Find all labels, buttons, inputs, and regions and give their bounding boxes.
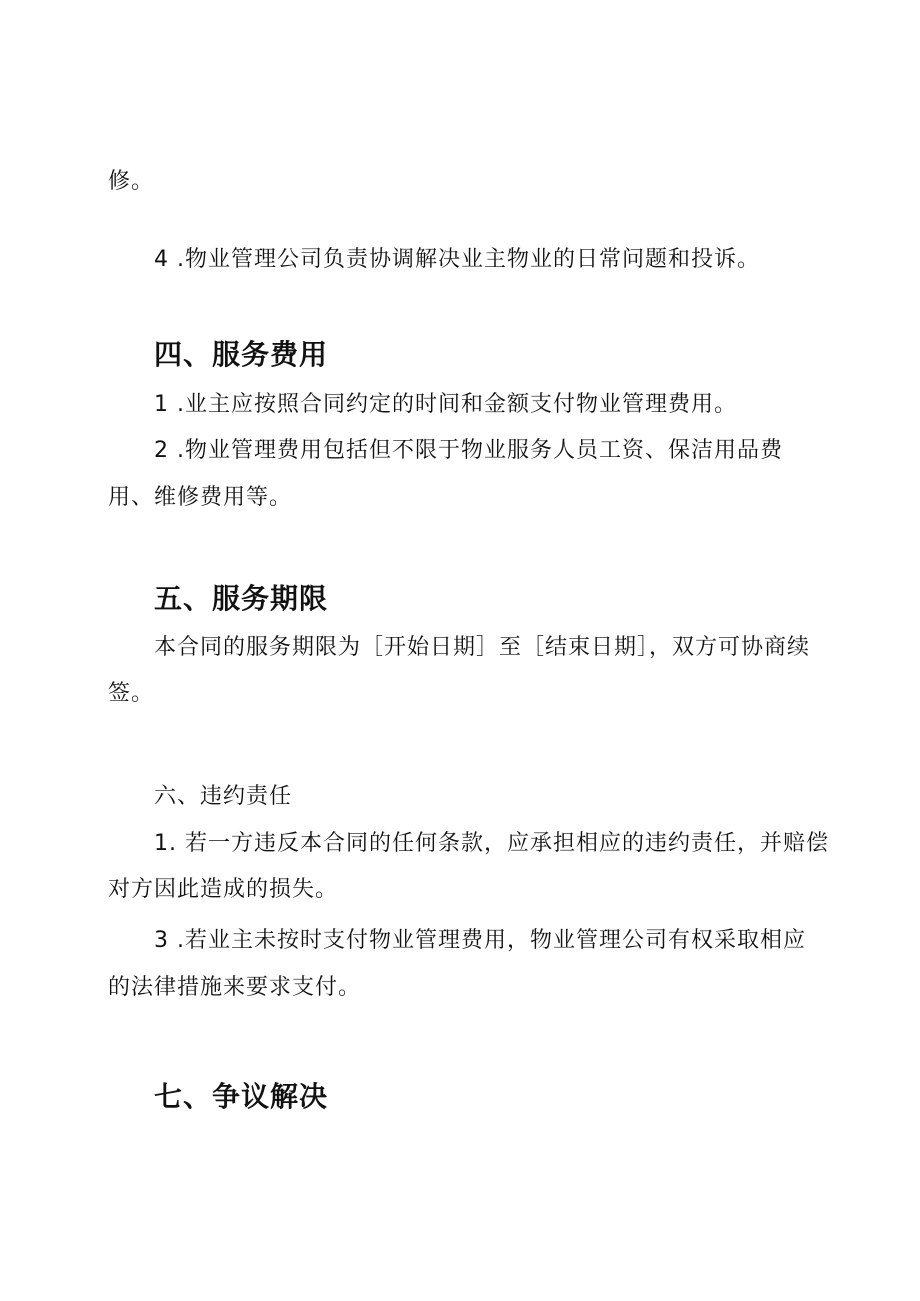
paragraph-line: 1. 若一方违反本合同的任何条款，应承担相应的违约责任，并赔偿 [154, 831, 829, 856]
section-heading-fees: 四、服务费用 [154, 338, 329, 371]
paragraph-line: 3 .若业主未按时支付物业管理费用，物业管理公司有权采取相应 [154, 928, 806, 953]
paragraph-line: 2 .物业管理费用包括但不限于物业服务人员工资、保洁用品费 [154, 438, 783, 463]
paragraph-line: 用、维修费用等。 [108, 485, 293, 510]
section-heading-liability: 六、违约责任 [154, 784, 293, 809]
section-heading-disputes: 七、争议解决 [154, 1080, 329, 1113]
paragraph-line: 的法律措施来要求支付。 [108, 975, 362, 1000]
section-heading-term: 五、服务期限 [154, 582, 329, 615]
paragraph-line: 修。 [108, 169, 155, 194]
paragraph-line: 本合同的服务期限为［开始日期］至［结束日期］，双方可协商续 [154, 635, 811, 660]
paragraph-line: 4 .物业管理公司负责协调解决业主物业的日常问题和投诉。 [154, 247, 760, 272]
paragraph-line: 签。 [108, 681, 155, 706]
paragraph-line: 1 .业主应按照合同约定的时间和金额支付物业管理费用。 [154, 392, 737, 417]
paragraph-line: 对方因此造成的损失。 [108, 877, 339, 902]
